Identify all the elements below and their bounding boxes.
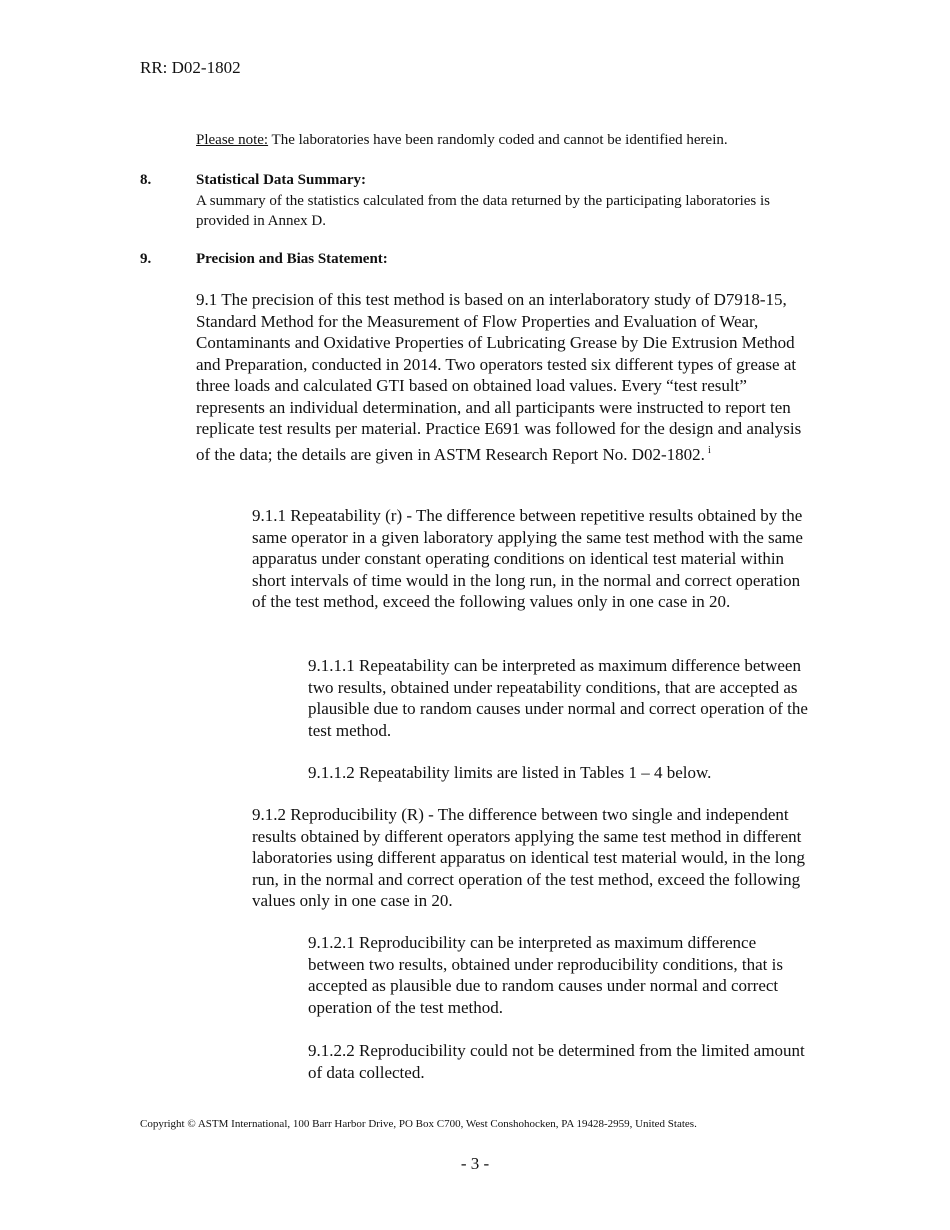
note-text: The laboratories have been randomly coded and cannot be identified herein. <box>268 132 728 148</box>
section-8-body: A summary of the statistics calculated from the data returned by the participating laboratories is provided in Annex D. <box>196 193 770 229</box>
paragraph-9-1-2: 9.1.2 Reproducibility (R) - The difference between two single and independent results obtained by different operators applying the same test method in different laboratories using different apparatus on identical test material would, in the long run, in the normal and correct operation of the test method, exceed the following values only in one case in 20. <box>252 805 805 910</box>
footnote-marker: i <box>707 444 711 456</box>
paragraph-9-1-1-1: 9.1.1.1 Repeatability can be interpreted as maximum difference between two results, obtained under repeatability conditions, that are accepted as plausible due to random causes under normal and correct operation of the test method. <box>308 656 808 740</box>
section-8-title: Statistical Data Summary: <box>196 172 366 188</box>
paragraph-9-1-1: 9.1.1 Repeatability (r) - The difference between repetitive results obtained by the same operator in a given laboratory applying the same test method with the same apparatus under constant operating conditions on identical test material within short intervals of time would in the long run, in the normal and correct operation of the test method, exceed the following values only in one case in 20. <box>252 506 803 611</box>
note-label: Please note: <box>196 132 269 148</box>
paragraph-9-1-2-1: 9.1.2.1 Reproducibility can be interpreted as maximum difference between two results, obtained under reproducibility conditions, that is accepted as plausible due to random causes under normal and correct operation of the test method. <box>308 933 783 1017</box>
section-9-title: Precision and Bias Statement: <box>196 251 388 267</box>
paragraph-9-1-2-2: 9.1.2.2 Reproducibility could not be determined from the limited amount of data collected. <box>308 1041 805 1082</box>
paragraph-9-1 <box>196 289 816 465</box>
note-line <box>196 132 728 149</box>
section-9-number: 9. <box>140 251 152 267</box>
copyright-footer: Copyright © ASTM International, 100 Barr Harbor Drive, PO Box C700, West Conshohocken, PA 19428-2959, United States. <box>140 1118 697 1130</box>
paragraph-9-1-text: 9.1 The precision of this test method is based on an interlaboratory study of D7918-15, Standard Method for the Measurement of Flow Properties and Evaluation of Wear, Contaminants and Oxidative Properties of Lubricating Grease by Die Extrusion Method and Preparation, conducted in 2014. Two operators tested six different types of grease at three loads and calculated GTI based on obtained load values. Every “test result” represents an individual determination, and all participants were instructed to report ten replicate test results per material. Practice E691 was followed for the design and analysis of the data; the details are given in ASTM Research Report No. D02-1802. <box>196 290 802 464</box>
page-number: - 3 - <box>460 1154 490 1173</box>
section-8-number: 8. <box>140 172 152 188</box>
report-id-header: RR: D02-1802 <box>140 58 241 77</box>
paragraph-9-1-1-2: 9.1.1.2 Repeatability limits are listed in Tables 1 – 4 below. <box>308 763 712 782</box>
